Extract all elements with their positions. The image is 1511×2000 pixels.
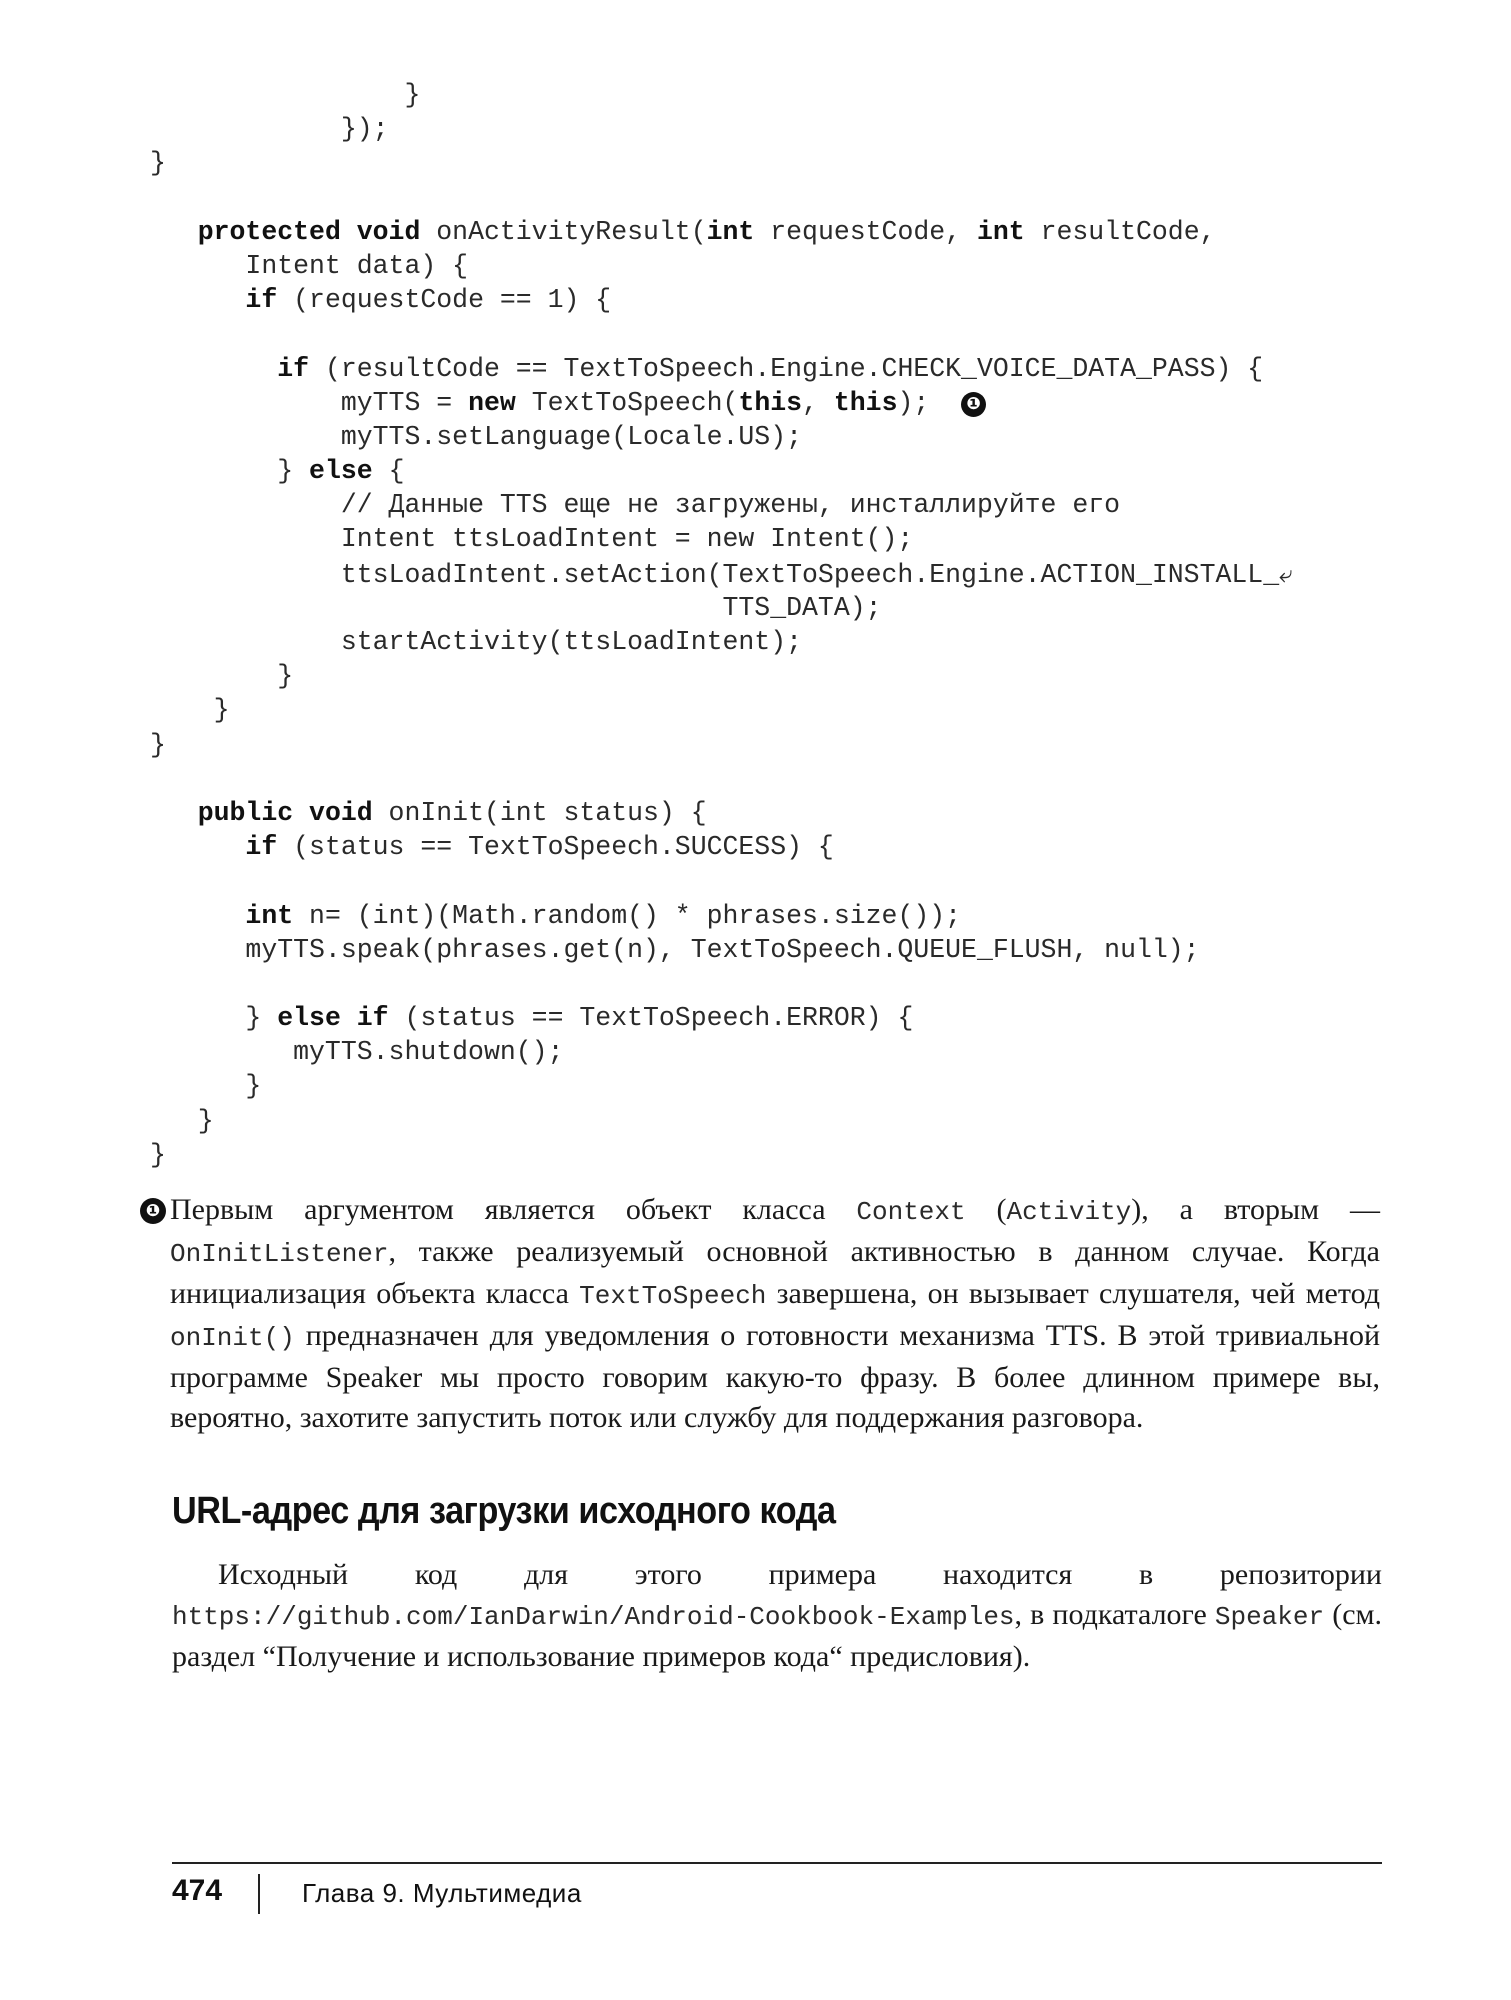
section-heading: URL-адрес для загрузки исходного кода [172, 1490, 836, 1532]
callout-marker-icon: ❶ [961, 392, 986, 417]
code-line [150, 864, 1400, 898]
code-line: myTTS.shutdown(); [293, 1037, 564, 1068]
page-number: 474 [172, 1874, 223, 1907]
code-line: } [150, 729, 166, 760]
code-line [150, 181, 1400, 215]
code-line: if (resultCode == TextToSpeech.Engine.CHECK_VOICE_DATA_PASS) { [277, 353, 1264, 384]
code-line: // Данные TTS еще не загружены, инсталлируйте его [340, 490, 1121, 521]
code-line: if (requestCode == 1) { [245, 285, 612, 316]
code-line: myTTS = new TextToSpeech(this, this); ❶ [150, 386, 1400, 420]
line-wrap-icon: ⤶ [1279, 559, 1293, 588]
repository-url[interactable]: https://github.com/IanDarwin/Android-Cookbook-Examples [172, 1602, 1015, 1632]
body-paragraph: Исходный код для этого примера находится в репозитории https://github.com/IanDarwin/Android-Cookbook-Examples, в подкаталоге Speaker (см. раздел “Получение и использование примеров кода“ предисловия). [172, 1558, 1383, 1673]
code-line: Intent ttsLoadIntent = new Intent(); [340, 524, 914, 555]
code-line: } [197, 1105, 214, 1136]
code-line: } [150, 148, 166, 179]
code-line: } [404, 80, 421, 110]
code-line: ttsLoadIntent.setAction(TextToSpeech.Engine.ACTION_INSTALL_⤶ [340, 559, 1293, 590]
callout-marker-icon: ❶ [140, 1198, 166, 1224]
footer-separator [258, 1874, 260, 1914]
chapter-title: Глава 9. Мультимедиа [302, 1878, 582, 1908]
code-line: myTTS.speak(phrases.get(n), TextToSpeech.QUEUE_FLUSH, null); [245, 934, 1200, 965]
callout-note: ❶ Первым аргументом является объект класса Context (Activity), а вторым — OnInitListener, также реализуемый основной активностью в данном случае. Когда инициализация объекта класса TextToSpeech завершена, он вызывает слушателя, чей метод onInit() предназначен для уведомления о готовности механизма TTS. В этой тривиальной программе Speaker мы просто говорим какую-то фразу. В более длинном примере вы, вероятно, захотите запустить поток или службу для поддержания разговора. [170, 1190, 1380, 1438]
code-line: } [245, 1071, 262, 1102]
code-listing [150, 78, 1400, 1172]
code-line [150, 967, 1400, 1001]
code-line: myTTS.setLanguage(Locale.US); [340, 421, 803, 452]
code-line: } [277, 661, 294, 692]
code-line [150, 762, 1400, 796]
code-line: startActivity(ttsLoadIntent); [340, 627, 803, 657]
code-line: } [213, 695, 230, 726]
code-line: TTS_DATA); [722, 592, 882, 623]
code-line: } else if (status == TextToSpeech.ERROR) { [245, 1003, 914, 1034]
code-line: Intent data) { [245, 250, 469, 281]
code-line: } [150, 1139, 166, 1170]
code-line: int n= (int)(Math.random() * phrases.size()); [245, 900, 962, 931]
code-line: } else { [277, 456, 405, 487]
footer-divider [172, 1862, 1382, 1864]
code-line [150, 317, 1400, 351]
code-line: public void onInit(int status) { [197, 797, 707, 828]
code-line: if (status == TextToSpeech.SUCCESS) { [245, 832, 834, 863]
code-line: }); [340, 114, 389, 145]
code-line: protected void onActivityResult(int requestCode, int resultCode, [197, 216, 1216, 247]
